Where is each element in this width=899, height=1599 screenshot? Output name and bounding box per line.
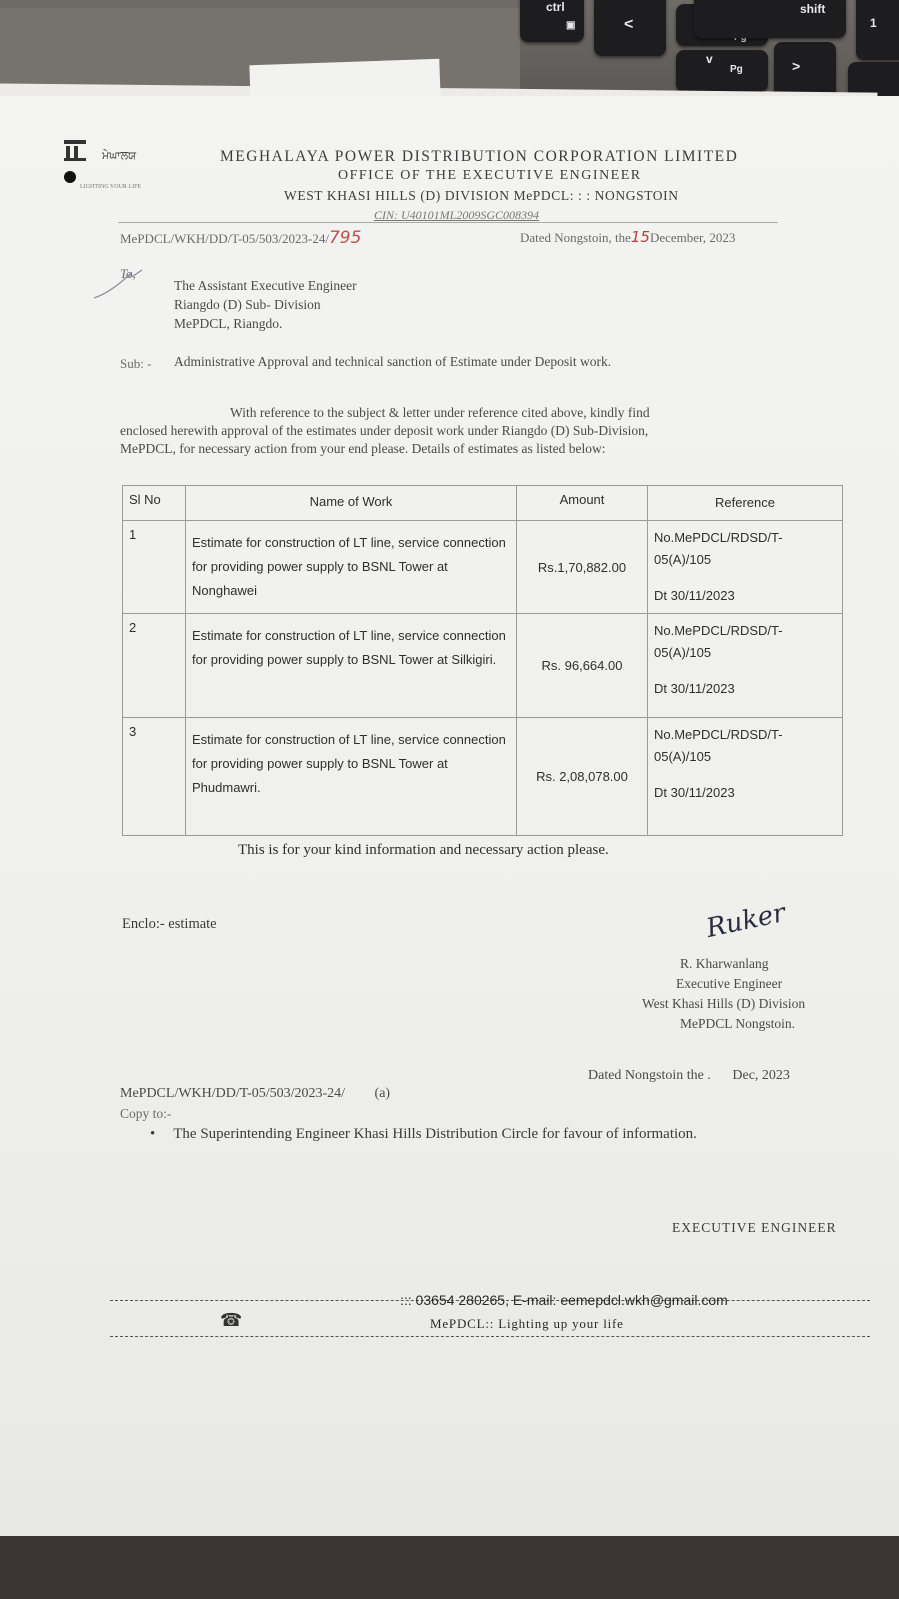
reference-date: Dt 30/11/2023 bbox=[654, 785, 735, 800]
logo-caption: LIGHTING YOUR LIFE bbox=[80, 184, 142, 190]
cell-sl: 1 bbox=[123, 521, 186, 614]
key-ctrl: ctrl ▣ bbox=[520, 0, 584, 42]
cin-number: CIN: U40101ML2009SGC008394 bbox=[374, 208, 540, 222]
signatory-name: R. Kharwanlang bbox=[680, 956, 769, 971]
reference-number: No.MePDCL/RDSD/T-05(A)/105 bbox=[654, 530, 783, 567]
cell-reference bbox=[648, 521, 843, 614]
cell-amount: Rs. 96,664.00 bbox=[517, 614, 648, 718]
reference-number: MePDCL/WKH/DD/T-05/503/2023-24/795 bbox=[120, 228, 362, 248]
body-line-3: MePDCL, for necessary action from your end please. Details of estimates as listed below: bbox=[120, 441, 606, 456]
footer-rule-bottom bbox=[110, 1336, 870, 1337]
key-right: > bbox=[774, 42, 836, 98]
signatory-division: West Khasi Hills (D) Division bbox=[642, 996, 806, 1011]
header-amount: Amount bbox=[517, 486, 648, 521]
body-line-2: enclosed herewith approval of the estimates under deposit work under Riangdo (D) Sub-Division, bbox=[120, 423, 649, 438]
cell-work: Estimate for construction of LT line, service connection for providing power supply to BSNL Tower at Phudmawri. bbox=[186, 718, 517, 836]
cell-amount: Rs.1,70,882.00 bbox=[517, 521, 648, 614]
signatory-office: MePDCL Nongstoin. bbox=[680, 1016, 796, 1031]
footer-contact: ::: 03654 280265, E-mail: eemepdcl.wkh@gmail.com bbox=[400, 1292, 728, 1308]
addressee-line-2: Riangdo (D) Sub- Division bbox=[174, 297, 321, 312]
letter-date: Dated Nongstoin, the15December, 2023 bbox=[520, 228, 736, 246]
handwritten-ref: 795 bbox=[328, 228, 362, 248]
key-1: 1 bbox=[856, 0, 899, 60]
cell-work: Estimate for construction of LT line, service connection for providing power supply to BSNL Tower at Nonghawei bbox=[186, 521, 517, 614]
office-name: OFFICE OF THE EXECUTIVE ENGINEER bbox=[338, 168, 642, 183]
copy-recipient: • The Superintending Engineer Khasi Hills Distribution Circle for favour of information. bbox=[150, 1126, 697, 1142]
handwritten-day: 15 bbox=[630, 228, 650, 246]
table-row bbox=[123, 614, 843, 718]
company-logo bbox=[62, 140, 92, 184]
designation-footer: EXECUTIVE ENGINEER bbox=[672, 1220, 837, 1235]
pen-mark bbox=[92, 262, 162, 302]
addressee-line-3: MePDCL, Riangdo. bbox=[174, 316, 283, 331]
telephone-icon: ☎ bbox=[220, 1310, 243, 1331]
key-pgdn: v Pg bbox=[676, 50, 768, 92]
cell-amount: Rs. 2,08,078.00 bbox=[517, 718, 648, 836]
copy-date: Dated Nongstoin the . Dec, 2023 bbox=[588, 1068, 790, 1083]
key-left: < bbox=[594, 0, 666, 56]
table-row bbox=[123, 521, 843, 614]
cell-reference bbox=[648, 614, 843, 718]
cell-reference bbox=[648, 718, 843, 836]
estimates-table bbox=[122, 485, 843, 836]
header-reference: Reference bbox=[648, 486, 843, 521]
key-shift: shift bbox=[694, 0, 846, 38]
cell-work: Estimate for construction of LT line, service connection for providing power supply to BSNL Tower at Silkigiri. bbox=[186, 614, 517, 718]
signature: Ruker bbox=[703, 898, 789, 944]
header-rule bbox=[118, 222, 778, 223]
addressee-line-1: The Assistant Executive Engineer bbox=[174, 278, 357, 293]
closing-line: This is for your kind information and necessary action please. bbox=[238, 842, 609, 858]
subject-label: Sub: - bbox=[120, 356, 152, 371]
cell-sl: 2 bbox=[123, 614, 186, 718]
bullet: • bbox=[150, 1126, 156, 1142]
division-name: WEST KHASI HILLS (D) DIVISION MePDCL: : : NONGSTOIN bbox=[284, 188, 679, 203]
org-name: MEGHALAYA POWER DISTRIBUTION CORPORATION LIMITED bbox=[220, 148, 739, 165]
reference-number: No.MePDCL/RDSD/T-05(A)/105 bbox=[654, 623, 783, 660]
body-line-1: With reference to the subject & letter under reference cited above, kindly find bbox=[230, 405, 650, 420]
subject-text: Administrative Approval and technical sanction of Estimate under Deposit work. bbox=[174, 354, 612, 369]
window-icon: ▣ bbox=[566, 20, 576, 31]
signatory-title: Executive Engineer bbox=[676, 976, 783, 991]
reference-date: Dt 30/11/2023 bbox=[654, 681, 735, 696]
reference-date: Dt 30/11/2023 bbox=[654, 588, 735, 603]
header-name-of-work: Name of Work bbox=[186, 486, 517, 521]
header-sl-no: Sl No bbox=[123, 486, 186, 521]
copy-to-label: Copy to:- bbox=[120, 1106, 172, 1121]
footer-tagline: MePDCL:: Lighting up your life bbox=[430, 1316, 624, 1331]
cell-sl: 3 bbox=[123, 718, 186, 836]
table-header-row bbox=[123, 486, 843, 521]
reference-number: No.MePDCL/RDSD/T-05(A)/105 bbox=[654, 727, 783, 764]
copy-reference: MePDCL/WKH/DD/T-05/503/2023-24/ (a) bbox=[120, 1086, 391, 1101]
table-row bbox=[123, 718, 843, 836]
to-label: To, bbox=[120, 266, 136, 281]
logo-text: ਮੇਘਾਲਯ bbox=[102, 150, 137, 162]
enclosure-line: Enclo:- estimate bbox=[122, 916, 217, 932]
